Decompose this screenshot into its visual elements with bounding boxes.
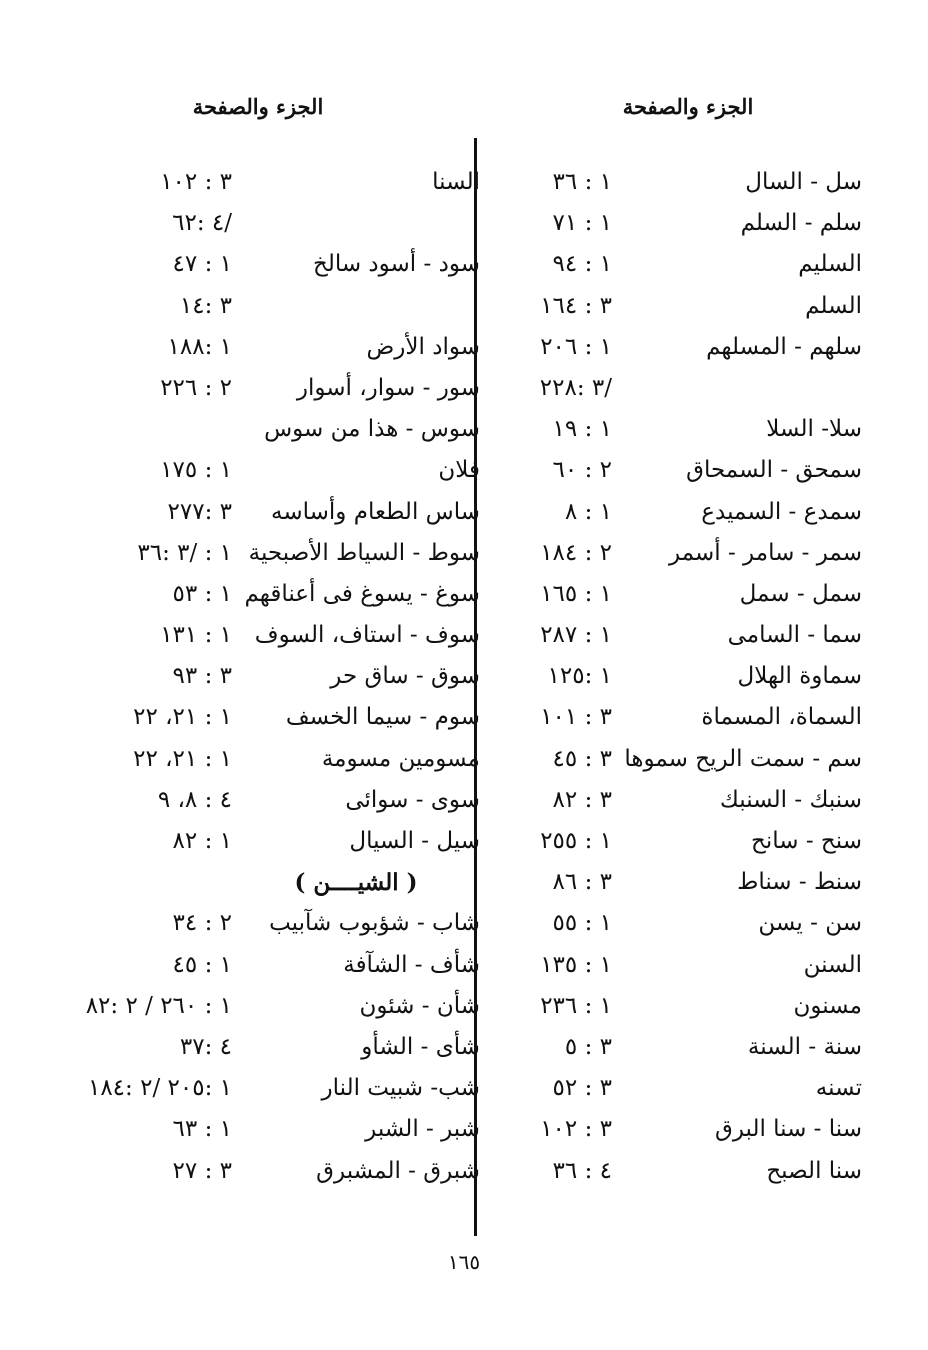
entry-reference: ١ : ٢٦٠ / ٢ :٨٢ [85, 992, 232, 1019]
page-number: ١٦٥ [447, 1250, 481, 1274]
entry-reference: ٤ :٣٧ [179, 1033, 232, 1060]
index-entry [60, 986, 480, 1027]
index-entry [60, 945, 480, 986]
entry-reference: ١ : ٩٤ [552, 251, 612, 278]
index-entry [500, 903, 862, 944]
index-entry [500, 286, 862, 327]
entry-term: سل - السال [745, 169, 862, 195]
section-heading-row [60, 862, 480, 903]
index-entry [60, 492, 480, 533]
entry-reference: ١ :٢٠٥ /٢ :١٨٤ [87, 1075, 232, 1102]
index-entry [60, 533, 480, 574]
index-entry [500, 574, 862, 615]
index-entry [500, 327, 862, 368]
entry-reference: ١ : ٤٥ [172, 951, 232, 978]
index-entry [60, 615, 480, 656]
index-entry [500, 244, 862, 285]
index-entry [60, 656, 480, 697]
entry-reference: ٣ : ٥ [564, 1033, 612, 1060]
index-entry [500, 492, 862, 533]
header-right: الجزء والصفحة [622, 94, 754, 119]
entry-term: شبرق - المشبرق [316, 1157, 480, 1184]
entry-term: سمدع - السميدع [701, 498, 862, 525]
index-entry [60, 780, 480, 821]
entry-reference: ١ : ١٧٥ [160, 457, 232, 484]
entry-term: مسومين مسومة [321, 745, 480, 772]
entry-term: سيل - السيال [349, 828, 480, 854]
entry-term: سنا الصبح [766, 1157, 862, 1184]
entry-term: سواد الأرض [366, 333, 480, 360]
entry-term: سن - يسن [758, 910, 862, 937]
entry-reference: ٣ :٢٧٧ [167, 498, 232, 525]
index-entry [60, 739, 480, 780]
entry-reference: ٣ : ٢٧ [172, 1157, 232, 1184]
entry-term: شأى - الشأو [361, 1033, 480, 1060]
entry-reference: ١ : ٤٧ [172, 251, 232, 278]
entry-reference: /٤ :٦٢ [172, 210, 232, 237]
entry-term: سم - سمت الريح سموها [624, 745, 862, 772]
entry-reference: ١ : ١٦٥ [540, 580, 612, 607]
section-heading: ( الشيــــن ) [294, 869, 418, 897]
entry-term: سنة - السنة [747, 1033, 862, 1060]
index-entry [60, 1109, 480, 1150]
entry-reference: ١ : ٢٣٦ [540, 992, 612, 1019]
index-entry [500, 656, 862, 697]
entry-term: سوغ - يسوغ فى أعناقهم [244, 580, 480, 607]
entry-term: سوق - ساق حر [330, 663, 480, 690]
entry-term: شبر - الشبر [365, 1116, 480, 1143]
entry-term: سنح - سانح [751, 828, 862, 854]
index-entry [500, 862, 862, 903]
entry-reference: ١ : /٣ :٣٦ [137, 539, 232, 566]
header-left: الجزء والصفحة [192, 94, 324, 119]
index-entry [500, 1027, 862, 1068]
entry-reference: ٣ : ٨٢ [552, 786, 612, 813]
index-entry [500, 409, 862, 450]
entry-term: سود - أسود سالخ [312, 251, 480, 278]
entry-term: سمل - سمل [739, 580, 862, 607]
entry-reference: ١ : ٨٢ [172, 828, 232, 854]
entry-term: السلم [805, 292, 862, 319]
entry-reference: ١ : ٦٣ [172, 1116, 232, 1143]
index-entry [500, 203, 862, 244]
entry-reference: ١ : ٢٠٦ [540, 333, 612, 360]
entry-reference: ١ : ٢١، ٢٢ [133, 745, 232, 772]
index-entry [500, 739, 862, 780]
entry-term: السليم [798, 251, 862, 278]
index-entry [60, 286, 480, 327]
index-entry [500, 1068, 862, 1109]
index-entry [60, 1068, 480, 1109]
entry-term: سلم - السلم [740, 210, 862, 237]
entry-term: شأن - شئون [359, 992, 480, 1019]
entry-reference: ١ :١٨٨ [167, 333, 232, 360]
index-entry [60, 203, 480, 244]
index-entry [60, 1151, 480, 1192]
entry-term: فلان [438, 457, 480, 484]
entry-reference: ٣ : ٨٦ [552, 869, 612, 896]
entry-term: شأف - الشآفة [343, 951, 480, 978]
entry-reference: ١ : ٢٥٥ [540, 828, 612, 854]
entry-reference: ٣ : ٤٥ [552, 745, 612, 772]
entry-reference: ٢ : ٣٤ [172, 910, 232, 937]
entry-term: سوف - استاف، السوف [254, 622, 480, 649]
entry-reference: ٣ : ١٠٢ [540, 1116, 612, 1143]
index-entry [60, 574, 480, 615]
index-entry [60, 450, 480, 491]
index-entry [60, 244, 480, 285]
entry-reference: /٣ :٢٢٨ [539, 374, 612, 401]
entry-reference: ٣ : ٩٣ [172, 663, 232, 690]
entry-term: شب- شبيت النار [321, 1075, 480, 1102]
entry-reference: ١ : ١٣٥ [540, 951, 612, 978]
entry-term: سما - السامى [727, 622, 862, 649]
index-entry [60, 327, 480, 368]
entry-term: سلا- السلا [766, 416, 862, 443]
index-entry [60, 903, 480, 944]
index-column-right [500, 162, 862, 1192]
entry-term: سوس - هذا من سوس [264, 416, 480, 443]
index-entry [60, 162, 480, 203]
entry-reference: ٣ :١٤ [179, 292, 232, 319]
entry-term: سوط - السياط الأصبحية [248, 539, 480, 566]
entry-term: سمر - سامر - أسمر [669, 539, 862, 566]
index-entry [60, 368, 480, 409]
entry-reference: ٢ : ٦٠ [552, 457, 612, 484]
entry-reference: ١ : ٨ [564, 498, 612, 525]
entry-reference: ٤ : ٣٦ [552, 1157, 612, 1184]
index-entry [500, 450, 862, 491]
entry-term: تسنه [815, 1075, 862, 1102]
index-entry [500, 697, 862, 738]
index-entry [500, 1151, 862, 1192]
entry-term: سماوة الهلال [737, 663, 862, 690]
entry-term: سمحق - السمحاق [686, 457, 862, 484]
entry-reference: ٣ : ١٠٢ [160, 169, 232, 195]
index-entry [60, 697, 480, 738]
entry-reference: ٢ : ١٨٤ [540, 539, 612, 566]
entry-term: السنن [803, 951, 862, 978]
index-entry [500, 368, 862, 409]
entry-reference: ١ : ٥٥ [552, 910, 612, 937]
entry-term: سوى - سوائى [345, 786, 480, 813]
entry-reference: ١ : ١٣١ [160, 622, 232, 649]
entry-term: السنا [432, 169, 480, 195]
index-entry [60, 821, 480, 862]
index-entry [500, 986, 862, 1027]
entry-term: سوم - سيما الخسف [285, 704, 480, 731]
entry-reference: ١ : ٢٨٧ [540, 622, 612, 649]
entry-reference: ٣ : ١٦٤ [540, 292, 612, 319]
entry-term: شاب - شؤبوب شآبيب [269, 910, 480, 937]
entry-reference: ٣ : ١٠١ [540, 704, 612, 731]
entry-reference: ٣ : ٥٢ [552, 1075, 612, 1102]
index-entry [500, 533, 862, 574]
index-entry [500, 1109, 862, 1150]
entry-reference: ١ : ٣٦ [552, 169, 612, 195]
entry-reference: ١ :١٢٥ [547, 663, 612, 690]
index-column-left [60, 162, 480, 1192]
entry-term: سنبك - السنبك [719, 786, 862, 813]
entry-reference: ١ : ٥٣ [172, 580, 232, 607]
entry-reference: ٤ : ٨، ٩ [157, 786, 232, 813]
entry-term: سنا - سنا البرق [714, 1116, 862, 1143]
entry-reference: ١ : ٧١ [552, 210, 612, 237]
entry-term: ساس الطعام وأساسه [271, 498, 480, 525]
index-entry [500, 821, 862, 862]
entry-reference: ١ : ٢١، ٢٢ [133, 704, 232, 731]
index-entry [500, 780, 862, 821]
entry-term: مسنون [793, 992, 862, 1019]
entry-term: السماة، المسماة [701, 704, 862, 731]
index-entry [500, 615, 862, 656]
index-entry [500, 162, 862, 203]
entry-term: سلهم - المسلهم [706, 333, 862, 360]
index-entry [60, 409, 480, 450]
entry-reference: ١ : ١٩ [552, 416, 612, 443]
entry-term: سنط - سناط [737, 869, 862, 896]
entry-reference: ٢ : ٢٢٦ [160, 374, 232, 401]
entry-term: سور - سوار، أسوار [296, 374, 480, 401]
index-entry [60, 1027, 480, 1068]
index-entry [500, 945, 862, 986]
